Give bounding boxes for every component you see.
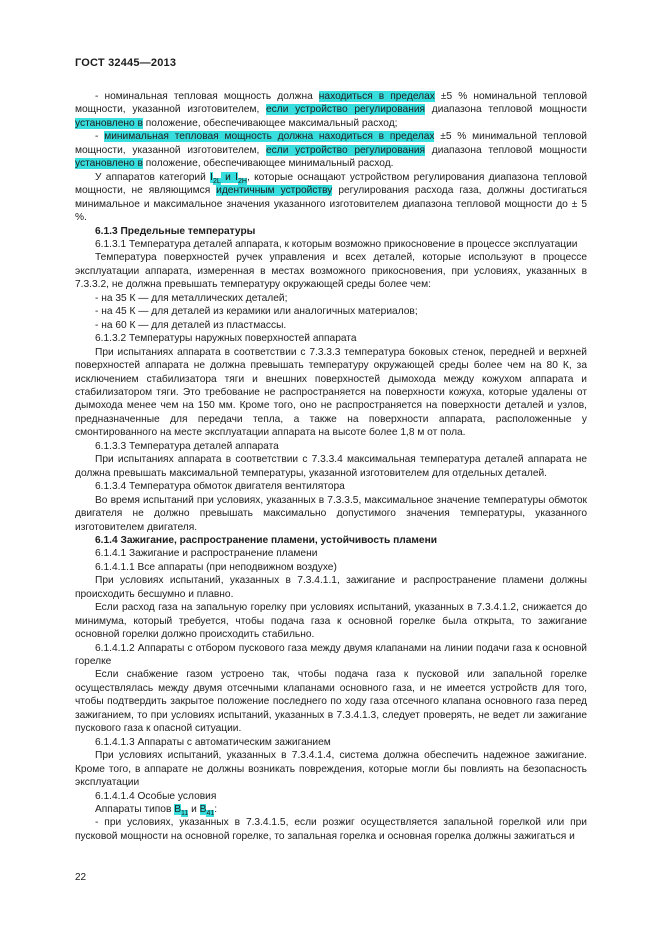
paragraph bbox=[75, 601, 587, 641]
page-number: 22 bbox=[75, 872, 87, 883]
highlighted-text: 2L bbox=[212, 177, 221, 185]
paragraph bbox=[75, 346, 587, 440]
text-segment: - при условиях, указанных в 7.3.4.1.5, если розжиг осуществляется запальной горелкой или при пусковой мощности на основной горелке, то запальная горелка и основная горелка должны зажигаться и bbox=[75, 817, 587, 842]
paragraph bbox=[75, 561, 587, 574]
highlighted-text: минимальная тепловая мощность должна находиться в пределах bbox=[104, 131, 435, 143]
paragraph bbox=[75, 816, 587, 843]
highlighted-text: если устройство регулирования bbox=[266, 104, 426, 116]
text-segment: При испытаниях аппарата в соответствии с 7.3.3.3 температура боковых стенок, передней и верхней поверхностей аппарата не должна превышать температуру окружающей среды более чем на 80 К, за исключением стабилизатора тяги и внешних поверхностей дымохода между кожухом аппарата и стабилизатором тяги. Это требование не распространяется на поверхности кожуха, которые удалены от дымохода менее чем на 150 мм. Кроме того, оно не распространяется на поверхности деталей и узлов, предназначенные для передачи тепла, а также на поверхности аппарата, расположенные у смонтированного на месте эксплуатации аппарата на высоте более 1,8 м от пола. bbox=[75, 346, 587, 439]
highlighted-text: идентичным устройству bbox=[216, 185, 333, 197]
text-segment: регулирования расхода газа, должны достигаться минимальное и максимальное значения указанного изготовителем диапазона тепловой мощности до ± 5 %. bbox=[75, 185, 587, 224]
highlighted-text: 2H bbox=[237, 177, 247, 185]
text-segment: 6.1.4.1.2 Аппараты с отбором пускового газа между двумя клапанами на линии подачи газа к основной горелке bbox=[75, 642, 587, 668]
text-segment: - номинальная тепловая мощность должна bbox=[95, 91, 319, 102]
highlighted-text: если устройство регулирования bbox=[266, 144, 426, 156]
paragraph bbox=[75, 292, 587, 305]
section-heading bbox=[75, 534, 587, 547]
text-segment: 6.1.4.1.4 Особые условия bbox=[95, 790, 217, 802]
page-header bbox=[75, 57, 176, 69]
text-segment: - на 60 К — для деталей из пластмассы. bbox=[95, 319, 287, 331]
text-segment: У аппаратов категорий bbox=[95, 171, 211, 183]
text-segment: При условиях испытаний, указанных в 7.3.4.1.4, система должна обеспечить надежное зажигание. Кроме того, в аппарате не должны возникать повреждения, которые могли бы повлиять на безопасность эксплуатации bbox=[75, 750, 587, 789]
text-segment: При испытаниях аппарата в соответствии с 7.3.3.4 максимальная температура деталей аппарата не должна превышать максимальной температуры, указанной изготовителем для отдельных деталей. bbox=[75, 454, 587, 479]
text-segment: - на 45 К — для деталей из керамики или аналогичных материалов; bbox=[95, 306, 418, 318]
text-segment: диапазона тепловой мощности bbox=[425, 144, 587, 156]
text-segment: ±5 % номинальной тепловой мощности, указанной изготовителем, bbox=[75, 91, 588, 116]
paragraph bbox=[75, 668, 587, 735]
text-segment: - bbox=[95, 131, 105, 143]
text-segment: 6.1.4.1.3 Аппараты с автоматическим зажиганием bbox=[95, 736, 331, 748]
highlighted-text: 11 bbox=[181, 810, 189, 818]
text-segment: 6.1.3.4 Температура обмоток двигателя вентилятора bbox=[95, 481, 345, 493]
text-segment: - на 35 К — для металлических деталей; bbox=[95, 292, 288, 304]
text-segment: При условиях испытаний, указанных в 7.3.4.1.1, зажигание и распространение пламени должны происходить бесшумно и плавно. bbox=[75, 575, 587, 600]
paragraph bbox=[75, 453, 587, 480]
highlighted-text: и I bbox=[220, 171, 238, 183]
document-body bbox=[75, 90, 587, 843]
highlighted-text: В bbox=[199, 804, 207, 816]
paragraph bbox=[75, 494, 587, 534]
text-segment: 6.1.4 Зажигание, распространение пламени, устойчивость пламени bbox=[95, 534, 438, 546]
text-segment: Если снабжение газом устроено так, чтобы подача газа к пусковой или запальной горелке осуществлялась между двумя отсечными клапанами основного газа, и не имеется устройств для того, чтобы подтвердить закрытое положение последнего по ходу газа отсечного клапана основного газа перед зажиганием, то при условиях испытаний, указанных в 7.3.4.1.3, следует проверять, не ведет ли зажигание пускового газа к опасной ситуации. bbox=[75, 669, 587, 735]
paragraph bbox=[75, 790, 587, 803]
paragraph bbox=[75, 251, 587, 291]
text-segment: 6.1.3.1 Температура деталей аппарата, к которым возможно прикосновение в процессе эксплуатации bbox=[95, 238, 578, 250]
paragraph bbox=[75, 803, 587, 816]
document-title: ГОСТ 32445—2013 bbox=[75, 57, 177, 69]
paragraph bbox=[75, 130, 587, 170]
paragraph bbox=[75, 90, 587, 130]
paragraph bbox=[75, 238, 587, 251]
paragraph bbox=[75, 440, 587, 453]
text-segment: Аппараты типов bbox=[95, 804, 175, 816]
highlighted-text: В bbox=[174, 804, 181, 816]
text-segment: , которые оснащают устройством регулирования диапазона тепловой мощности, не являющимся bbox=[75, 171, 588, 197]
section-heading bbox=[75, 225, 587, 238]
text-segment: Температура поверхностей ручек управления и всех деталей, которые используют в процессе эксплуатации аппарата, измеренная в местах возможного прикосновения, при условиях, указанных в 7.3.3.2, не должна превышать температуру окружающей среды более чем: bbox=[75, 252, 587, 291]
highlighted-text: установлено в bbox=[75, 158, 143, 170]
paragraph bbox=[75, 480, 587, 493]
paragraph bbox=[75, 736, 587, 749]
paragraph bbox=[75, 305, 587, 318]
text-segment: Во время испытаний при условиях, указанных в 7.3.3.5, максимальное значение температуры обмоток двигателя не должно превышать максимально допустимого значения температуры, указанного изготовителем двигателя. bbox=[75, 494, 587, 533]
text-segment: положение, обеспечивающее минимальный расход. bbox=[142, 158, 394, 170]
highlighted-text: установлено в bbox=[75, 117, 143, 129]
text-segment: и bbox=[188, 804, 200, 816]
paragraph bbox=[75, 171, 587, 225]
paragraph bbox=[75, 574, 587, 601]
highlighted-text: I bbox=[210, 171, 213, 183]
text-segment: Если расход газа на запальную горелку при условиях испытаний, указанных в 7.3.4.1.2, снижается до минимума, который требуется, чтобы подача газа к основной горелке была открыта, то зажигание основной горелки должно происходить стабильно. bbox=[75, 602, 587, 641]
text-segment: 6.1.4.1 Зажигание и распространение пламени bbox=[95, 548, 318, 560]
text-segment: 6.1.4.1.1 Все аппараты (при неподвижном воздухе) bbox=[95, 561, 337, 573]
highlighted-text: 41 bbox=[206, 810, 215, 818]
paragraph bbox=[75, 642, 587, 669]
paragraph bbox=[75, 749, 587, 789]
paragraph bbox=[75, 547, 587, 560]
text-segment: диапазона тепловой мощности bbox=[425, 104, 587, 116]
text-segment: 6.1.3.2 Температуры наружных поверхностей аппарата bbox=[95, 333, 357, 345]
text-segment: положение, обеспечивающее максимальный расход; bbox=[142, 117, 398, 129]
paragraph bbox=[75, 332, 587, 345]
highlighted-text: находиться в пределах bbox=[318, 91, 435, 102]
text-segment: : bbox=[214, 804, 218, 816]
text-segment: 6.1.3 Предельные температуры bbox=[95, 225, 256, 237]
paragraph bbox=[75, 319, 587, 332]
text-segment: 6.1.3.3 Температура деталей аппарата bbox=[95, 440, 279, 452]
text-segment: ±5 % минимальной тепловой мощности, указанной изготовителем, bbox=[75, 131, 587, 156]
